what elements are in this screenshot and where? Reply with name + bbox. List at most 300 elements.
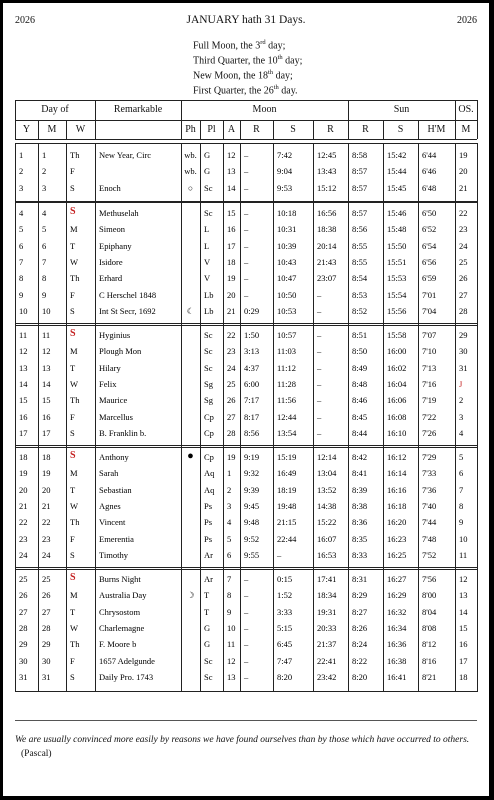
weekday: Th [70,150,80,160]
remarkable: F. Moore b [99,639,137,650]
day-of-month: 1 [42,150,47,160]
day-of-month: 2 [42,166,47,177]
moon-set: 13:54 [277,427,297,438]
sun-set: 16:14 [387,468,407,479]
moon-rise-am: – [244,256,249,267]
old-style-date: J [459,378,463,389]
moon-rise-am: 8:17 [244,411,260,422]
phase-ordinal: th [273,84,279,91]
remarkable: New Year, Circ [99,150,152,160]
day-of-year: 9 [19,289,24,300]
remarkable: Burns Night [99,574,141,584]
weekday: S [70,549,75,560]
day-of-year: 31 [19,671,28,682]
sun-set: 15:56 [387,305,407,316]
moon-age: 12 [227,655,236,666]
table-row [3,255,489,269]
weekday: S [70,671,75,682]
table-row [3,410,489,424]
remarkable: Epiphany [99,240,132,251]
weekday: F [70,411,75,422]
moon-place: Sc [204,330,213,340]
moon-set: 11:56 [277,395,297,406]
day-of-year: 2 [19,166,24,177]
table-row [3,361,489,375]
moon-rise-am: 9:19 [244,452,260,462]
weekday: T [70,362,76,373]
moon-place: G [204,639,211,650]
day-length: 6'46 [422,166,437,177]
sun-set: 15:46 [387,208,407,218]
moon-rise-pm: – [317,330,322,340]
week-bottom-rule [15,691,477,692]
day-length: 8'04 [422,606,437,617]
day-of-month: 26 [42,590,51,601]
moon-rise-am: 9:32 [244,468,260,479]
day-of-month: 3 [42,182,47,193]
table-row [3,164,489,178]
old-style-date: 21 [459,182,468,193]
sun-rise: 8:52 [352,305,368,316]
header-col-w: W [75,124,86,135]
quote-text: We are usually convinced more easily by reasons we have found ourselves than by those which have occurred to others. [15,735,470,745]
table-row [3,344,489,358]
moon-rise-pm: 12:45 [317,150,337,160]
moon-place: V [204,256,211,267]
day-of-year: 6 [19,240,24,251]
sun-rise: 8:50 [352,346,368,357]
moon-rise-pm: 17:41 [317,574,337,584]
moon-rise-am: – [244,606,249,617]
moon-age: 13 [227,671,236,682]
sun-rise: 8:39 [352,484,368,495]
sun-set: 16:12 [387,452,407,462]
weekday: S [70,450,76,461]
moon-place: Sg [204,395,213,406]
moon-rise-am: – [244,622,249,633]
day-of-year: 1 [19,150,24,160]
moon-set: 9:53 [277,182,293,193]
day-of-month: 19 [42,468,51,479]
moon-place: Sc [204,362,213,373]
moon-age: 1 [227,468,232,479]
day-of-year: 8 [19,273,24,284]
weekday: S [70,182,75,193]
sun-rise: 8:57 [352,208,368,218]
remarkable: Enoch [99,182,121,193]
old-style-date: 25 [459,256,468,267]
moon-set: 19:48 [277,500,297,511]
old-style-date: 26 [459,273,468,284]
moon-age: 2 [227,484,232,495]
day-length: 7'07 [422,330,437,340]
quote-author: (Pascal) [21,749,52,759]
moon-rise-am: – [244,182,249,193]
day-of-year: 4 [19,208,24,218]
header-right-edge [477,100,478,139]
moon-age: 7 [227,574,232,584]
moon-set: 10:39 [277,240,297,251]
moon-age: 13 [227,166,236,177]
moon-age: 12 [227,150,236,160]
table-row [3,304,489,318]
table-row [3,181,489,195]
day-of-year: 27 [19,606,28,617]
day-of-year: 18 [19,452,28,462]
table-row [3,328,489,342]
moon-set: 22:44 [277,533,297,544]
moon-rise-pm: – [317,395,322,406]
header-sun: Sun [393,104,410,115]
old-style-date: 31 [459,362,468,373]
sun-rise: 8:45 [352,411,368,422]
moon-place: Aq [204,468,215,479]
weekday: S [70,328,76,339]
table-row [3,206,489,220]
sun-set: 15:54 [387,289,407,300]
moon-rise-pm: 16:07 [317,533,337,544]
weekday: T [70,240,76,251]
weekday: W [70,378,79,389]
header-col-mr2: R [327,124,334,135]
day-of-month: 25 [42,574,51,584]
moon-place: Cp [204,452,214,462]
moon-place: V [204,273,211,284]
remarkable: Int St Secr, 1692 [99,305,156,316]
remarkable: B. Franklin b. [99,427,147,438]
remarkable: Charlemagne [99,622,145,633]
moon-rise-am: – [244,289,249,300]
moon-rise-am: – [244,273,249,284]
header-col-ph: Ph [185,124,196,135]
sun-set: 15:58 [387,330,407,340]
moon-place: T [204,590,210,601]
day-of-year: 3 [19,182,24,193]
day-length: 6'59 [422,273,437,284]
day-of-month: 29 [42,639,51,650]
moon-rise-pm: 23:42 [317,671,337,682]
remarkable: Simeon [99,224,125,235]
sun-set: 16:32 [387,606,407,617]
old-style-date: 23 [459,224,468,235]
moon-rise-am: 7:17 [244,395,260,406]
moon-age: 19 [227,273,236,284]
remarkable: Hyginius [99,330,131,340]
moon-set: 10:31 [277,224,297,235]
day-length: 6'44 [422,150,437,160]
moon-place: G [204,166,211,177]
day-of-year: 15 [19,395,28,406]
moon-place: G [204,622,211,633]
table-row [3,499,489,513]
header-col-m: M [47,124,57,135]
day-of-month: 9 [42,289,47,300]
moon-age: 16 [227,224,236,235]
old-style-date: 28 [459,305,468,316]
moon-rise-pm: – [317,427,322,438]
day-of-year: 26 [19,590,28,601]
day-of-year: 11 [19,330,28,340]
day-length: 7'04 [422,305,437,316]
header-moon: Moon [252,104,277,115]
table-row [3,483,489,497]
moon-place: Sg [204,378,213,389]
moon-place: Ps [204,517,213,528]
day-of-month: 23 [42,533,51,544]
weekday: S [70,305,75,316]
table-row [3,515,489,529]
sun-set: 16:34 [387,622,407,633]
remarkable: Agnes [99,500,121,511]
moon-set: 10:43 [277,256,297,267]
day-of-year: 19 [19,468,28,479]
phase-ordinal: th [268,69,274,76]
day-length: 7'22 [422,411,437,422]
table-row [3,548,489,562]
sun-rise: 8:27 [352,606,368,617]
header-remarkable: Remarkable [113,104,163,115]
sun-rise: 8:51 [352,330,368,340]
sun-rise: 8:22 [352,655,368,666]
header-bottom-rule [15,139,477,140]
moon-place: T [204,606,210,617]
moon-place: Ar [204,574,213,584]
day-of-year: 23 [19,533,28,544]
header-col-ms: S [290,124,296,135]
day-of-year: 25 [19,574,28,584]
moon-rise-pm: – [317,362,322,373]
day-of-month: 7 [42,256,47,267]
moon-phase-line [193,39,285,51]
weekday: M [70,468,78,479]
week-top-rule [15,567,477,568]
sun-rise: 8:24 [352,639,368,650]
day-of-year: 14 [19,378,28,389]
moon-set: 1:52 [277,590,293,601]
quote-divider [15,720,477,721]
phase-label: New Moon, the 18 [193,70,268,82]
sun-rise: 8:31 [352,574,368,584]
week-bottom-rule [15,447,477,448]
weekday: Th [70,639,80,650]
sun-set: 16:04 [387,378,407,389]
sun-rise: 8:35 [352,533,368,544]
moon-place: Aq [204,484,215,495]
weekday: F [70,655,75,666]
remarkable: Hilary [99,362,121,373]
day-of-month: 14 [42,378,51,389]
moon-phase-symbol: ☽ [186,590,195,601]
moon-rise-am: 9:39 [244,484,260,495]
sun-set: 16:36 [387,639,407,650]
old-style-date: 19 [459,150,468,160]
header-col-os_m: M [461,124,471,135]
sun-rise: 8:20 [352,671,368,682]
moon-phase-line [193,84,298,96]
phase-tail: day; [265,40,286,52]
table-row [3,605,489,619]
sun-rise: 8:38 [352,500,368,511]
old-style-date: 24 [459,240,468,251]
day-length: 7'52 [422,549,437,560]
moon-rise-pm: – [317,305,322,316]
moon-rise-am: – [244,574,249,584]
moon-age: 19 [227,452,236,462]
moon-set: 11:12 [277,362,297,373]
weekday: Th [70,517,80,528]
moon-rise-am: 3:13 [244,346,260,357]
moon-rise-pm: 21:37 [317,639,337,650]
remarkable: Methuselah [99,208,139,218]
remarkable: Marcellus [99,411,133,422]
sun-set: 15:48 [387,224,407,235]
day-of-year: 20 [19,484,28,495]
quote [15,733,477,761]
table-row [3,621,489,635]
phase-label: First Quarter, the 26 [193,85,274,97]
sun-set: 16:25 [387,549,407,560]
moon-rise-am: 4:37 [244,362,260,373]
day-of-month: 15 [42,395,51,406]
sun-rise: 8:58 [352,150,368,160]
day-of-month: 8 [42,273,47,284]
moon-place: Sc [204,208,213,218]
day-of-year: 13 [19,362,28,373]
header-col-y: Y [22,124,31,135]
day-of-month: 30 [42,655,51,666]
moon-place: Cp [204,411,214,422]
moon-rise-pm: 20:14 [317,240,337,251]
sun-rise: 8:53 [352,289,368,300]
moon-rise-pm: 13:43 [317,166,337,177]
year-left: 2026 [15,15,35,26]
sun-rise: 8:57 [352,166,368,177]
weekday: M [70,590,78,601]
weekday: S [70,572,76,583]
sun-rise: 8:44 [352,427,368,438]
moon-rise-pm: 21:43 [317,256,337,267]
moon-age: 17 [227,240,236,251]
moon-rise-pm: 19:31 [317,606,337,617]
day-length: 7'10 [422,346,437,357]
moon-age: 5 [227,533,232,544]
phase-tail: day. [278,85,298,97]
table-row [3,654,489,668]
remarkable: Chrysostom [99,606,141,617]
header-mid-rule [15,120,477,121]
weekday: W [70,256,79,267]
moon-age: 27 [227,411,236,422]
moon-set: – [277,549,282,560]
moon-set: 15:19 [277,452,297,462]
phase-ordinal: rd [260,39,266,46]
moon-set: 5:15 [277,622,293,633]
week-top-rule [15,323,477,324]
day-length: 7'40 [422,500,437,511]
header-col-sr: R [362,124,369,135]
day-of-year: 10 [19,305,28,316]
day-of-month: 5 [42,224,47,235]
moon-phase-symbol: ● [187,450,194,462]
old-style-date: 16 [459,639,468,650]
weekday: M [70,224,78,235]
old-style-date: 8 [459,500,464,511]
moon-age: 25 [227,378,236,389]
day-length: 8'08 [422,622,437,633]
moon-set: 16:49 [277,468,297,479]
remarkable: C Herschel 1848 [99,289,157,300]
sun-rise: 8:55 [352,240,368,251]
moon-phase-symbol: ○ [187,182,194,193]
sun-rise: 8:55 [352,256,368,267]
moon-rise-pm: 15:22 [317,517,337,528]
moon-set: 9:04 [277,166,293,177]
moon-rise-am: 9:52 [244,533,260,544]
moon-set: 8:20 [277,671,293,682]
old-style-date: 13 [459,590,468,601]
moon-phase-symbol: wb. [184,166,197,177]
moon-set: 10:50 [277,289,297,300]
table-row [3,450,489,464]
day-of-year: 12 [19,346,28,357]
day-of-month: 31 [42,671,51,682]
old-style-date: 11 [459,549,468,560]
day-of-year: 16 [19,411,28,422]
day-of-month: 28 [42,622,51,633]
old-style-date: 12 [459,574,468,584]
moon-rise-am: 6:00 [244,378,260,389]
day-length: 6'56 [422,256,437,267]
moon-rise-pm: 16:56 [317,208,337,218]
moon-rise-am: – [244,240,249,251]
phase-label: Full Moon, the 3 [193,40,261,52]
moon-set: 11:03 [277,346,297,357]
day-length: 7'33 [422,468,437,479]
sun-set: 16:16 [387,484,407,495]
moon-place: Ps [204,533,213,544]
header-os: OS. [458,104,474,115]
day-length: 7'48 [422,533,437,544]
moon-age: 28 [227,427,236,438]
old-style-date: 20 [459,166,468,177]
moon-set: 10:53 [277,305,297,316]
moon-age: 14 [227,182,236,193]
weekday: W [70,500,79,511]
sun-set: 16:08 [387,411,407,422]
moon-age: 4 [227,517,232,528]
moon-rise-am: – [244,671,249,682]
remarkable: Isidore [99,256,123,267]
sun-set: 15:51 [387,256,407,267]
remarkable: Maurice [99,395,128,406]
day-of-month: 21 [42,500,51,511]
moon-set: 10:57 [277,330,297,340]
weekday: F [70,289,75,300]
moon-set: 3:33 [277,606,293,617]
moon-rise-pm: 16:53 [317,549,337,560]
moon-age: 9 [227,606,232,617]
moon-age: 26 [227,395,236,406]
moon-rise-am: – [244,655,249,666]
week-top-rule [15,201,477,202]
moon-age: 24 [227,362,236,373]
moon-age: 23 [227,346,236,357]
moon-rise-pm: – [317,411,322,422]
moon-age: 18 [227,256,236,267]
day-of-year: 21 [19,500,28,511]
remarkable: Felix [99,378,117,389]
weekday: W [70,622,79,633]
